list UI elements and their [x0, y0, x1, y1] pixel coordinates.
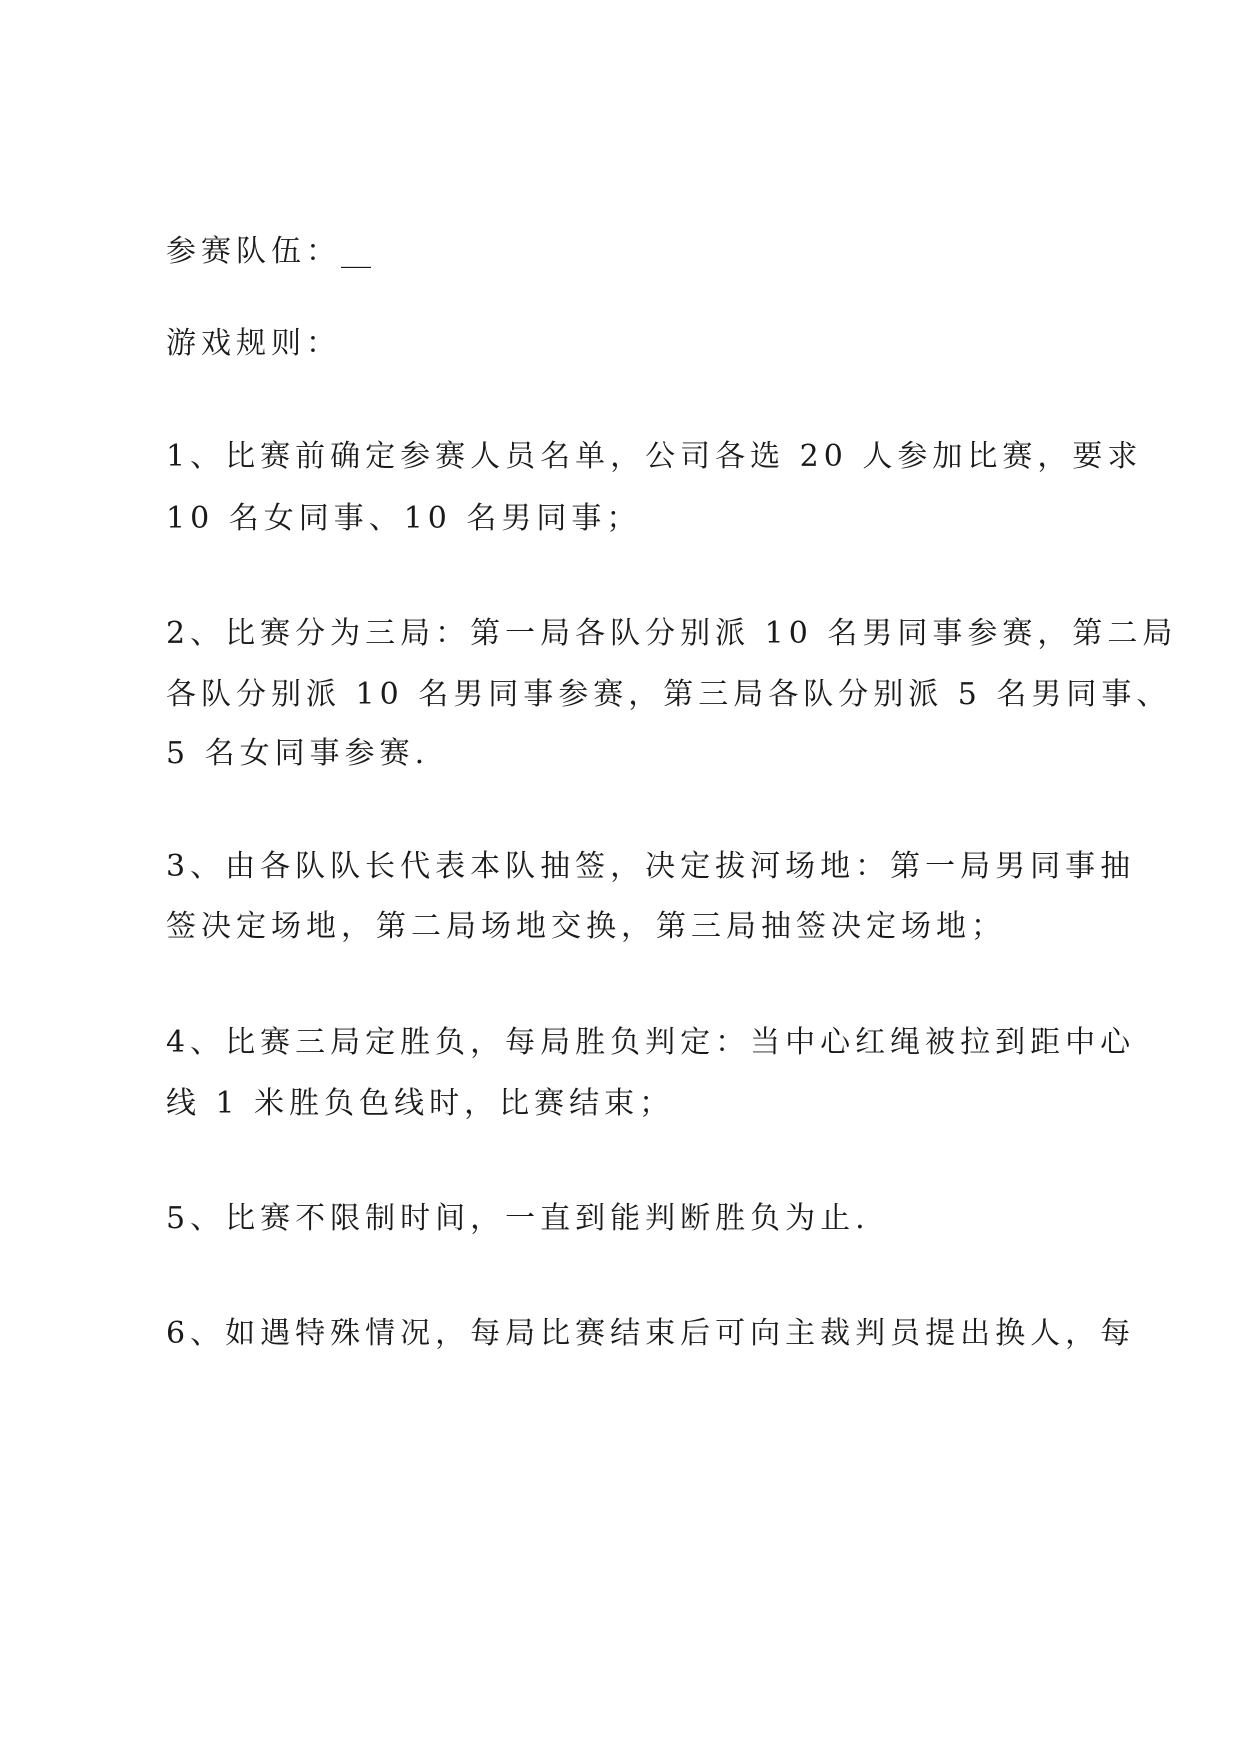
rule-6-line-1: 6、如遇特殊情况，每局比赛结束后可向主裁判员提出换人，每: [166, 1316, 1136, 1351]
team-label: 参赛队伍：: [166, 234, 341, 269]
rule-1-line-1: 1、比赛前确定参赛人员名单，公司各选 20 人参加比赛，要求: [166, 439, 1143, 474]
rule-2-line-3: 5 名女同事参赛.: [166, 736, 430, 771]
rule-4-line-1: 4、比赛三局定胜负，每局胜负判定：当中心红绳被拉到距中心: [166, 1025, 1136, 1060]
rule-5-line-1: 5、比赛不限制时间，一直到能判断胜负为止.: [166, 1201, 870, 1236]
rule-2-line-2: 各队分别派 10 名男同事参赛，第三局各队分别派 5 名男同事、: [166, 677, 1172, 712]
rule-2-line-1: 2、比赛分为三局：第一局各队分别派 10 名男同事参赛，第二局: [166, 616, 1178, 651]
rules-heading: 游戏规则：: [166, 326, 341, 361]
team-blank: __: [341, 234, 371, 269]
rule-4-line-2: 线 1 米胜负色线时，比赛结束；: [166, 1086, 675, 1121]
rule-1-line-2: 10 名女同事、10 名男同事；: [166, 501, 642, 536]
rule-3-line-1: 3、由各队队长代表本队抽签，决定拔河场地：第一局男同事抽: [166, 849, 1136, 884]
rule-3-line-2: 签决定场地，第二局场地交换，第三局抽签决定场地；: [166, 909, 1006, 944]
team-line: [166, 232, 1106, 272]
